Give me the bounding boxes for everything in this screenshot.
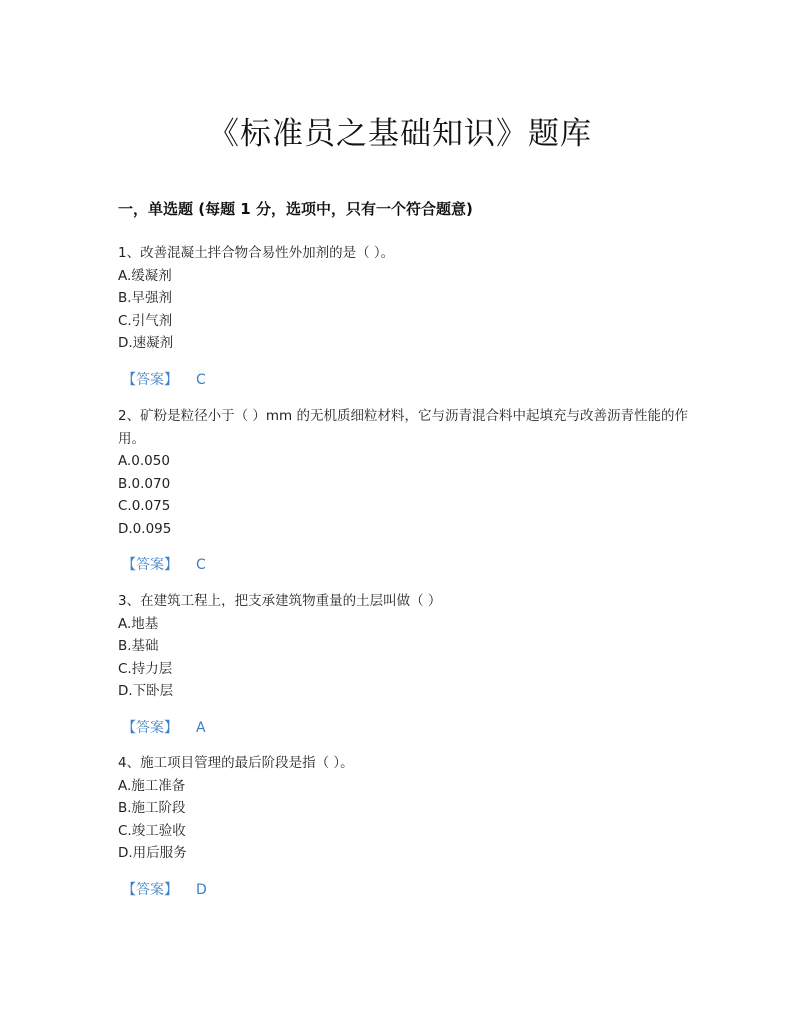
answer-line: [118, 369, 688, 391]
answer-label: 【答案】: [122, 719, 178, 736]
option-a: A.地基: [118, 615, 159, 632]
option-c: C.0.075: [118, 498, 171, 514]
option-b: B.施工阶段: [118, 800, 186, 816]
question-3: [118, 590, 688, 739]
option-a: A.施工准备: [118, 777, 186, 794]
question-stem: 2、矿粉是粒径小于（ ）mm 的无机质细粒材料，它与沥青混合料中起填充与改善沥青性能的作用。: [118, 408, 688, 447]
question-1: [118, 242, 688, 391]
option-d: D.下卧层: [118, 683, 174, 699]
answer-value: A: [196, 719, 206, 736]
question-4: [118, 752, 688, 901]
answer-line: [118, 554, 688, 576]
answer-line: [118, 717, 688, 739]
option-b: B.0.070: [118, 475, 171, 492]
answer-value: C: [196, 371, 206, 388]
answer-value: C: [196, 557, 206, 573]
question-stem: 4、施工项目管理的最后阶段是指（ ）。: [118, 755, 354, 771]
option-c: C.竣工验收: [118, 822, 186, 839]
option-a: A.缓凝剂: [118, 267, 172, 284]
question-2: [118, 405, 688, 576]
option-b: B.基础: [118, 638, 159, 654]
question-stem: 3、在建筑工程上，把支承建筑物重量的土层叫做（ ）: [118, 593, 442, 609]
section-heading: 一，单选题 (每题 1 分，选项中，只有一个符合题意): [118, 200, 473, 218]
question-stem: 1、改善混凝土拌合物合易性外加剂的是（ ）。: [118, 245, 395, 261]
answer-label: 【答案】: [122, 557, 178, 573]
document-title: 《标准员之基础知识》题库: [208, 116, 592, 152]
answer-label: 【答案】: [122, 881, 178, 898]
option-d: D.用后服务: [118, 845, 187, 861]
answer-value: D: [196, 881, 207, 898]
option-a: A.0.050: [118, 453, 170, 469]
answer-label: 【答案】: [122, 371, 178, 388]
answer-line: [118, 879, 688, 901]
option-d: D.速凝剂: [118, 335, 174, 351]
option-c: C.引气剂: [118, 312, 173, 329]
option-d: D.0.095: [118, 520, 172, 537]
option-c: C.持力层: [118, 660, 173, 677]
option-b: B.早强剂: [118, 290, 173, 306]
